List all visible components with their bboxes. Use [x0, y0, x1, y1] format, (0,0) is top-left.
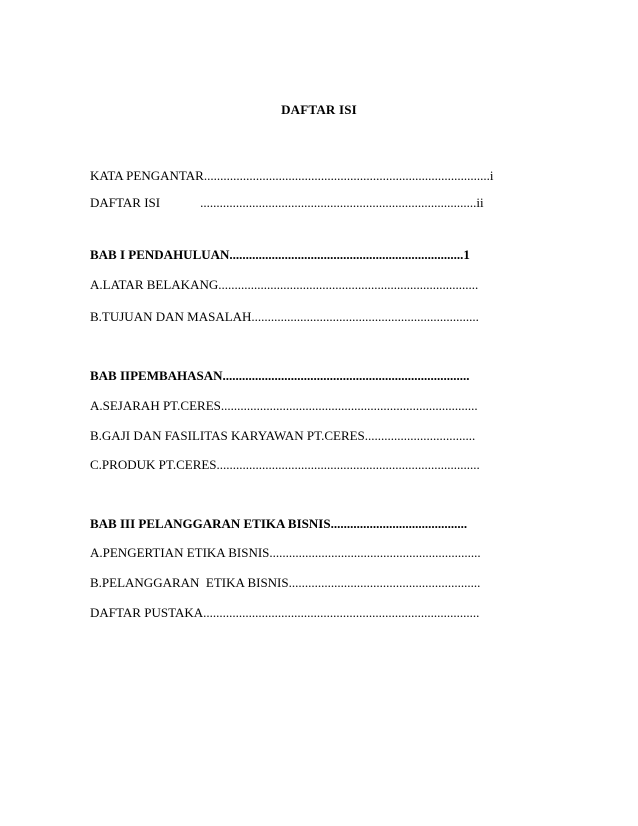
toc-leader-dots: ..................................................................................... [200, 195, 477, 210]
toc-entry-label: A.PENGERTIAN ETIKA BISNIS [90, 545, 270, 560]
toc-entry-daftar-isi[interactable] [90, 195, 538, 211]
toc-leader-dots: ...................................................................... [251, 309, 479, 324]
toc-entry-tujuan-dan-masalah[interactable] [90, 309, 538, 325]
toc-entry-label: DAFTAR PUSTAKA [90, 605, 204, 620]
toc-leader-dots: ........................................................... [288, 575, 481, 590]
toc-entry-label: BAB I PENDAHULUAN [90, 247, 230, 262]
toc-leader-dots: ................................................................................ [218, 277, 479, 292]
toc-page-number: i [489, 168, 494, 183]
toc-entry-label: DAFTAR ISI [90, 195, 161, 210]
toc-entry-bab-2[interactable] [90, 368, 538, 384]
toc-leader-dots: .................................. [364, 428, 476, 443]
toc-leader-dots: ........................................................................ [229, 247, 464, 262]
toc-entry-label: BAB III PELANGGARAN ETIKA BISNIS [90, 516, 331, 531]
toc-entry-sejarah-pt-ceres[interactable] [90, 398, 538, 414]
toc-page-number: ii [476, 195, 484, 210]
toc-entry-daftar-pustaka[interactable] [90, 605, 538, 621]
toc-entry-label: B.GAJI DAN FASILITAS KARYAWAN PT.CERES [90, 428, 365, 443]
toc-entry-label: A.LATAR BELAKANG [90, 277, 219, 292]
toc-entry-latar-belakang[interactable] [90, 277, 538, 293]
toc-entry-bab-3[interactable] [90, 516, 538, 532]
toc-leader-dots: ..................................................................................... [203, 605, 480, 620]
toc-leader-dots: ........................................................................................ [203, 168, 490, 183]
toc-leader-dots: .......................................... [330, 516, 468, 531]
toc-page-number: 1 [463, 247, 470, 262]
toc-leader-dots: ............................................................................ [222, 368, 470, 383]
toc-entry-produk-pt-ceres[interactable] [90, 457, 538, 473]
toc-entry-kata-pengantar[interactable] [90, 168, 538, 184]
toc-leader-dots: ................................................................. [269, 545, 481, 560]
toc-entry-pengertian-etika-bisnis[interactable] [90, 545, 538, 561]
toc-entry-label: C.PRODUK PT.CERES [90, 457, 217, 472]
toc-entry-label: B.TUJUAN DAN MASALAH [90, 309, 252, 324]
toc-leader-dots: ................................................................................. [216, 457, 480, 472]
toc-entry-bab-1[interactable] [90, 247, 538, 263]
toc-entry-label: B.PELANGGARAN ETIKA BISNIS [90, 575, 289, 590]
toc-entry-pelanggaran-etika-bisnis[interactable] [90, 575, 538, 591]
toc-entry-label: BAB IIPEMBAHASAN [90, 368, 223, 383]
toc-entry-label: A.SEJARAH PT.CERES [90, 398, 221, 413]
toc-leader-dots: ............................................................................... [220, 398, 478, 413]
toc-entry-gaji-dan-fasilitas[interactable] [90, 428, 538, 444]
page-title: DAFTAR ISI [281, 102, 357, 117]
toc-entry-label: KATA PENGANTAR [90, 168, 204, 183]
